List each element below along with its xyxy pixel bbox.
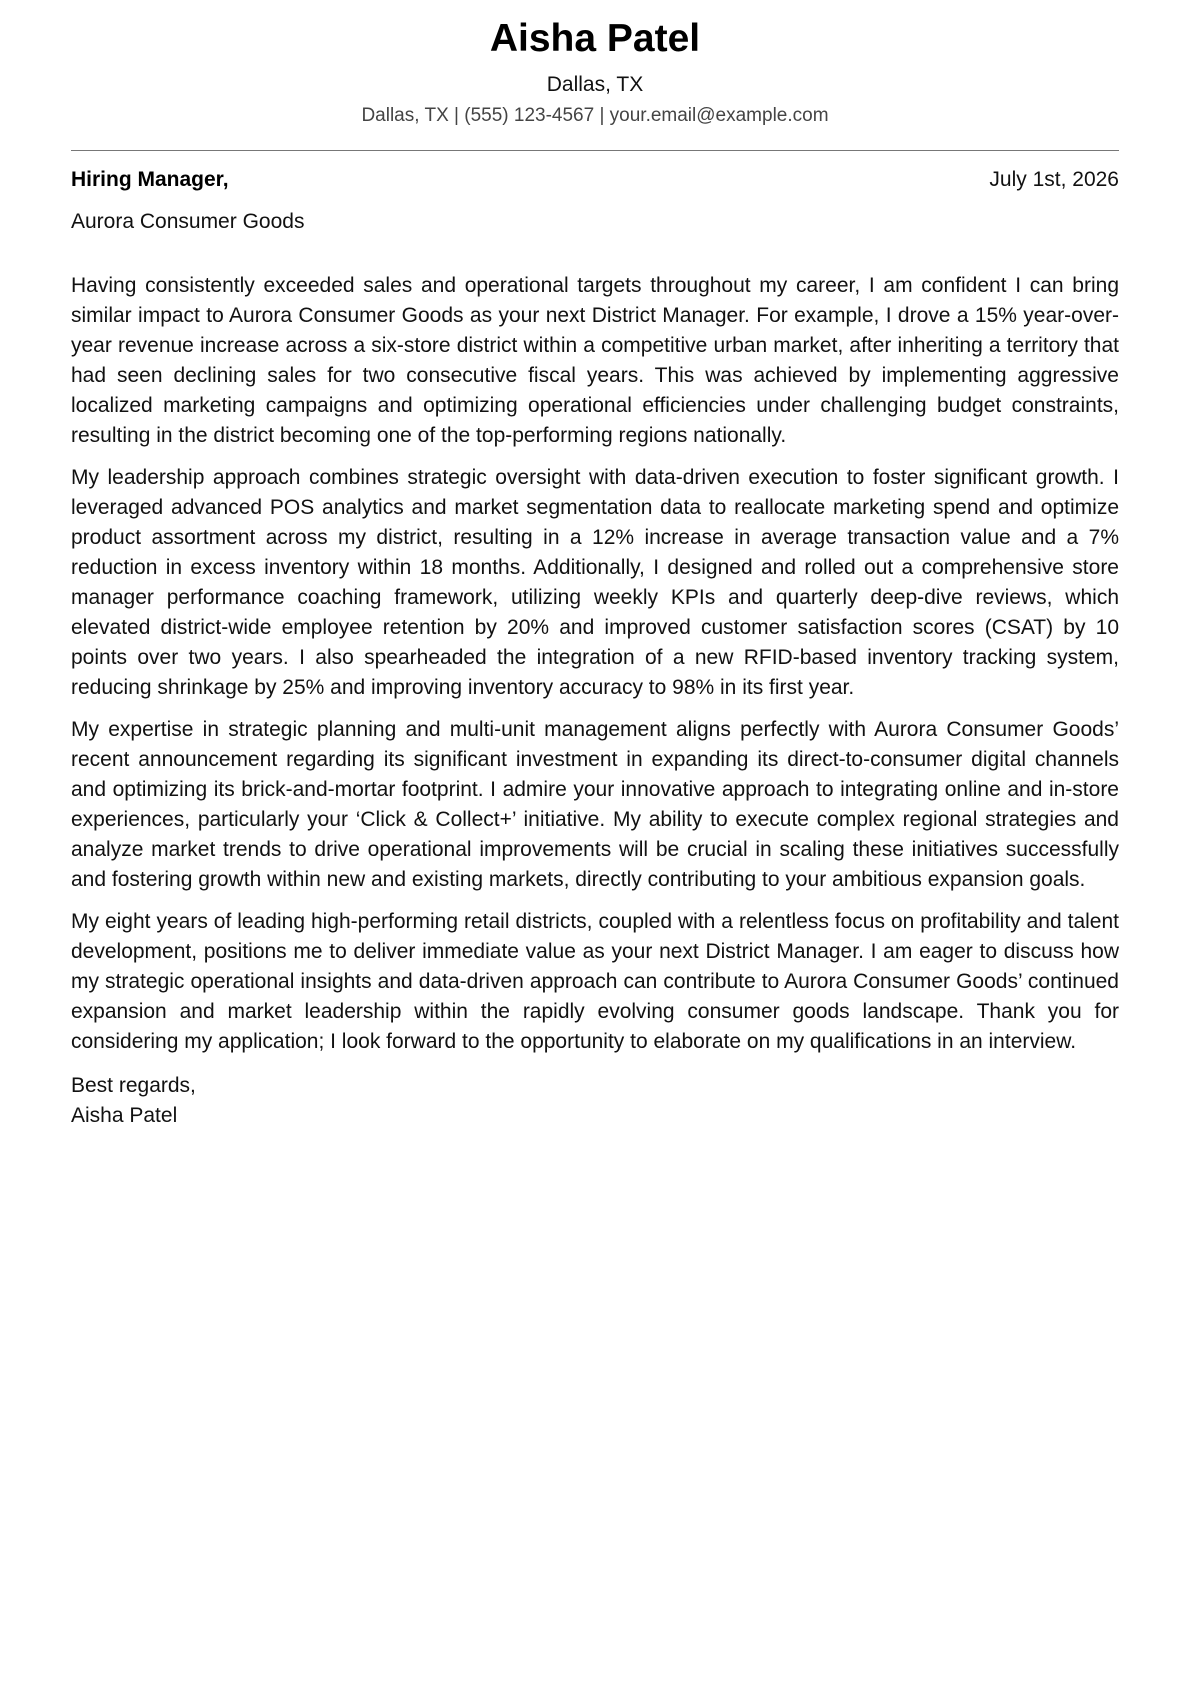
company-name: Aurora Consumer Goods bbox=[71, 210, 305, 233]
letter-body bbox=[71, 271, 1119, 1057]
applicant-name: Aisha Patel bbox=[489, 17, 701, 60]
recipient-salutation: Hiring Manager, bbox=[71, 168, 229, 191]
closing-phrase: Best regards, bbox=[71, 1074, 196, 1097]
letter-header bbox=[71, 0, 1119, 130]
body-paragraph-1: Having consistently exceeded sales and operational targets throughout my career, I am confident I can bring similar impact to Aurora Consumer Goods as your next District Manager. For example, I drove a 15% year-over-year revenue increase across a six-store district within a competitive urban market, after inheriting a territory that had seen declining sales for two consecutive fiscal years. This was achieved by implementing aggressive localized marketing campaigns and optimizing operational efficiencies under challenging budget constraints, resulting in the district becoming one of the top-performing regions nationally. bbox=[71, 274, 1119, 447]
body-paragraph-2: My leadership approach combines strategic oversight with data-driven execution to foster significant growth. I leveraged advanced POS analytics and market segmentation data to reallocate marketing spend and optimize product assortment across my district, resulting in a 12% increase in average transaction value and a 7% reduction in excess inventory within 18 months. Additionally, I designed and rolled out a comprehensive store manager performance coaching framework, utilizing weekly KPIs and quarterly deep-dive reviews, which elevated district-wide employee retention by 20% and improved customer satisfaction scores (CSAT) by 10 points over two years. I also spearheaded the integration of a new RFID-based inventory tracking system, reducing shrinkage by 25% and improving inventory accuracy to 98% in its first year. bbox=[71, 466, 1119, 699]
header-divider bbox=[71, 150, 1119, 151]
applicant-location: Dallas, TX bbox=[546, 73, 644, 96]
letter-closing bbox=[71, 1071, 1119, 1131]
body-paragraph-4: My eight years of leading high-performing retail districts, coupled with a relentless focus on profitability and talent development, positions me to deliver immediate value as your next District Manager. I am eager to discuss how my strategic operational insights and data-driven approach can contribute to Aurora Consumer Goods’ continued expansion and market leadership within the rapidly evolving consumer goods landscape. Thank you for considering my application; I look forward to the opportunity to elaborate on my qualifications in an interview. bbox=[71, 910, 1119, 1053]
body-paragraph-3: My expertise in strategic planning and multi-unit management aligns perfectly with Aurora Consumer Goods’ recent announcement regarding its significant investment in expanding its direct-to-consumer digital channels and optimizing its brick-and-mortar footprint. I admire your innovative approach to integrating online and in-store experiences, particularly your ‘Click & Collect+’ initiative. My ability to execute complex regional strategies and analyze market trends to drive operational improvements will be crucial in scaling these initiatives successfully and fostering growth within new and existing markets, directly contributing to your ambitious expansion goals. bbox=[71, 718, 1119, 891]
signature-name: Aisha Patel bbox=[71, 1104, 178, 1127]
recipient-date-row bbox=[71, 165, 1119, 195]
letter-date: July 1st, 2026 bbox=[989, 168, 1119, 191]
applicant-contact-line: Dallas, TX | (555) 123-4567 | your.email@example.com bbox=[361, 105, 829, 126]
